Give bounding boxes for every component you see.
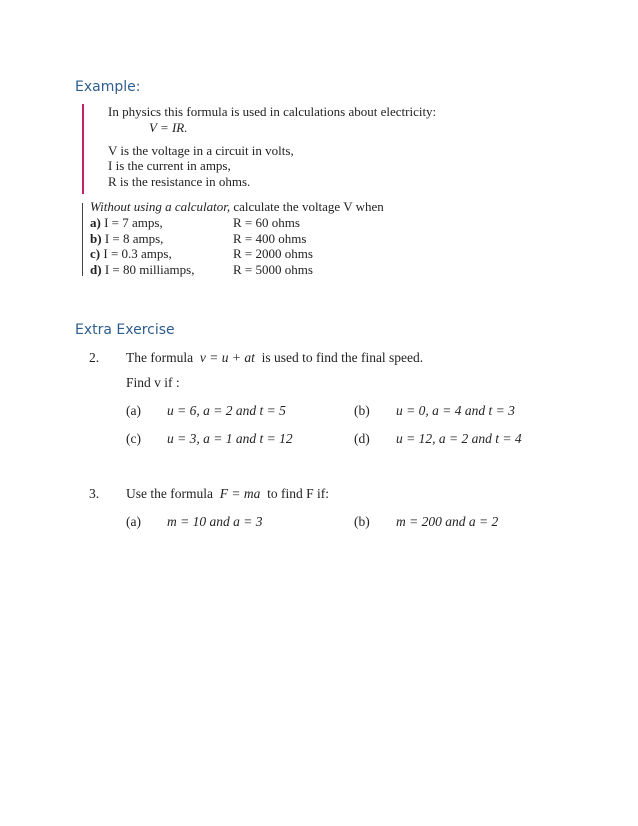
item-resistance: R = 60 ohms [233, 215, 300, 230]
example-accent-bar [82, 104, 84, 194]
item-label: b) [90, 231, 102, 246]
part-expression: u = 0, a = 4 and t = 3 [396, 403, 515, 418]
q3-text-pre: Use the formula [126, 486, 213, 501]
example-item-d [90, 262, 194, 277]
part-expression: u = 12, a = 2 and t = 4 [396, 431, 522, 446]
part-label: (a) [126, 403, 141, 418]
definition-v: V is the voltage in a circuit in volts, [108, 143, 294, 158]
part-expression: u = 3, a = 1 and t = 12 [167, 431, 293, 446]
item-resistance: R = 400 ohms [233, 231, 307, 246]
item-resistance: R = 2000 ohms [233, 246, 313, 261]
definition-i: I is the current in amps, [108, 158, 231, 173]
example-item-a [90, 215, 163, 230]
part-label: (a) [126, 514, 141, 529]
example-instruction [90, 199, 384, 214]
part-label: (b) [354, 514, 370, 529]
item-current: I = 7 amps, [104, 215, 163, 230]
instruction-italic: Without using a calculator, [90, 199, 231, 214]
example-intro: In physics this formula is used in calculations about electricity: [108, 104, 437, 119]
item-current: I = 0.3 amps, [103, 246, 172, 261]
item-resistance: R = 5000 ohms [233, 262, 313, 277]
q2-text-post: is used to find the final speed. [261, 350, 424, 365]
example-heading: Example: [75, 79, 141, 95]
part-label: (c) [126, 431, 141, 446]
part-expression: u = 6, a = 2 and t = 5 [167, 403, 286, 418]
item-label: d) [90, 262, 102, 277]
item-label: a) [90, 215, 101, 230]
extra-exercise-heading: Extra Exercise [75, 322, 175, 338]
item-current: I = 80 milliamps, [104, 262, 195, 277]
q2-text-pre: The formula [126, 350, 194, 365]
part-expression: m = 10 and a = 3 [167, 514, 263, 529]
part-expression: m = 200 and a = 2 [396, 514, 499, 529]
definition-r: R is the resistance in ohms. [108, 174, 251, 189]
q2-find: Find v if : [126, 375, 180, 390]
q3-text-post: to find F if: [267, 486, 329, 501]
item-current: I = 8 amps, [104, 231, 164, 246]
example-item-c [90, 246, 172, 261]
question-number: 2. [89, 350, 100, 365]
part-label: (d) [354, 431, 370, 446]
q3-statement [126, 486, 329, 502]
question-number: 3. [89, 486, 100, 501]
q2-formula: v = u + at [199, 350, 255, 365]
item-label: c) [90, 246, 101, 261]
q3-formula: F = ma [219, 486, 261, 501]
example-formula: V = IR. [149, 120, 188, 135]
instruction-rest: calculate the voltage V when [230, 199, 384, 214]
q2-statement [126, 350, 423, 366]
example-items-bar [82, 203, 83, 276]
example-item-b [90, 231, 163, 246]
part-label: (b) [354, 403, 370, 418]
